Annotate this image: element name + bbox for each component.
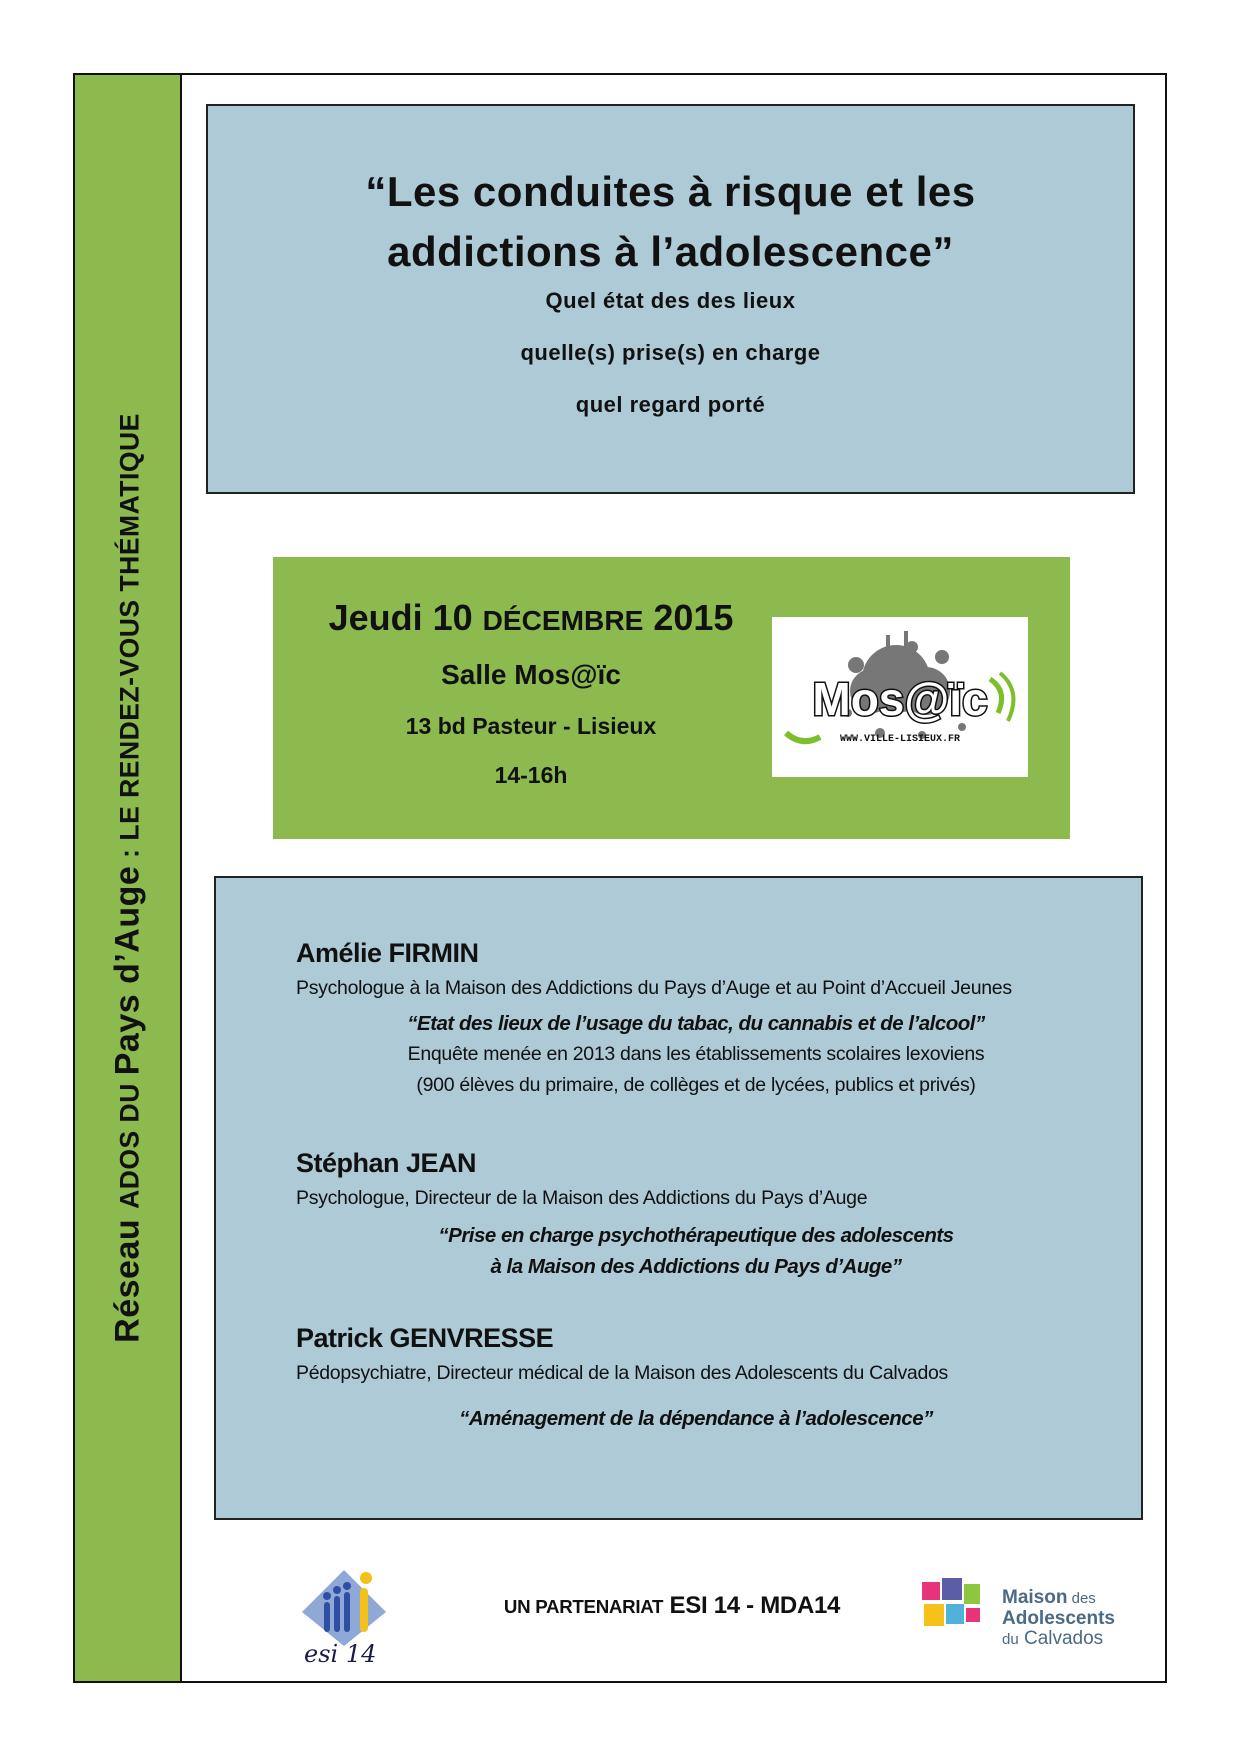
event-address: 13 bd Pasteur - Lisieux bbox=[405, 713, 657, 739]
title-box bbox=[206, 104, 1135, 494]
speaker-2 bbox=[296, 1148, 1096, 1282]
mda-logo-text: Maison des Adolescents du Calvados bbox=[1002, 1587, 1115, 1649]
speaker-talk: “Prise en charge psychothérapeutique des adolescents bbox=[438, 1224, 954, 1247]
speaker-1 bbox=[296, 938, 1096, 1101]
speaker-role: Psychologue, Directeur de la Maison des Addictions du Pays d’Auge bbox=[296, 1187, 868, 1209]
speaker-talk: “Etat des lieux de l’usage du tabac, du cannabis et de l’alcool” bbox=[407, 1012, 985, 1035]
subtitle-2: quelle(s) prise(s) en charge bbox=[520, 340, 821, 365]
mosaic-logo-wordmark: Mos@ïc bbox=[812, 673, 988, 725]
mosaic-logo-graphic bbox=[772, 617, 1028, 777]
speaker-3 bbox=[296, 1323, 1096, 1434]
speaker-name: Stéphan JEAN bbox=[296, 1148, 477, 1178]
esi-logo-text: esi 14 bbox=[304, 1640, 377, 1666]
event-details bbox=[281, 597, 781, 789]
event-info-box bbox=[273, 557, 1070, 839]
mosaic-logo bbox=[772, 617, 1028, 777]
speaker-note: (900 élèves du primaire, de collèges et de lycées, publics et privés) bbox=[416, 1074, 976, 1096]
subtitle-1: Quel état des des lieux bbox=[545, 288, 796, 313]
footer bbox=[182, 1560, 1167, 1670]
mosaic-logo-url: WWW.VILLE-LISIEUX.FR bbox=[839, 734, 961, 745]
esi-logo-graphic bbox=[294, 1566, 394, 1666]
speaker-name: Amélie FIRMIN bbox=[296, 938, 479, 968]
speaker-name: Patrick GENVRESSE bbox=[296, 1323, 554, 1353]
partnership-text: UN PARTENARIAT ESI 14 - MDA14 bbox=[503, 1592, 841, 1619]
speaker-role: Psychologue à la Maison des Addictions du Pays d’Auge et au Point d’Accueil Jeunes bbox=[296, 977, 1012, 999]
event-venue: Salle Mos@ïc bbox=[441, 659, 621, 690]
main-title bbox=[208, 162, 1133, 282]
subtitle-3: quel regard porté bbox=[575, 392, 766, 417]
mda-logo bbox=[918, 1570, 1138, 1660]
title-line-1: “Les conduites à risque et les bbox=[365, 168, 976, 215]
speaker-role: Pédopsychiatre, Directeur médical de la Maison des Adolescents du Calvados bbox=[296, 1362, 948, 1384]
sidebar-title: Réseau ADOS DU Pays d’Auge : LE RENDEZ-VOUS THÉMATIQUE bbox=[108, 413, 146, 1343]
esi-logo bbox=[294, 1566, 394, 1666]
mda-logo-graphic bbox=[918, 1576, 998, 1646]
speakers-box bbox=[214, 876, 1143, 1520]
title-line-2: addictions à l’adolescence” bbox=[387, 228, 954, 275]
speaker-note: Enquête menée en 2013 dans les établissements scolaires lexoviens bbox=[407, 1043, 985, 1065]
speaker-talk: “Aménagement de la dépendance à l’adolescence” bbox=[459, 1407, 933, 1430]
speaker-talk: à la Maison des Addictions du Pays d’Auge” bbox=[490, 1255, 902, 1278]
event-date: Jeudi 10 DÉCEMBRE 2015 bbox=[328, 597, 734, 638]
event-time: 14-16h bbox=[494, 762, 568, 788]
